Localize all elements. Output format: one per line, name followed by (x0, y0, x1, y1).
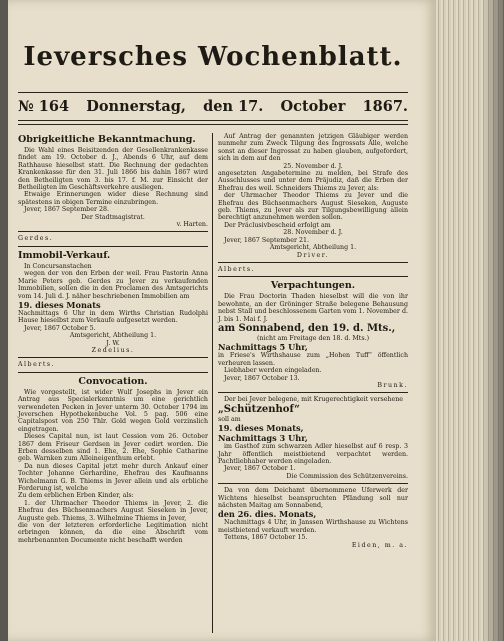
notice-authority: Amtsgericht, Abtheilung 1. (269, 244, 357, 252)
notice-body: die von der letzteren erforderliche Legitimation nicht erbringen können, da die eine Abschrift vom mehrbenannten Documente nicht beschafft werden (18, 522, 208, 544)
notice-body: Auf Antrag der genannten jetzigen Gläubiger werden nunmehr zum Zweck Tilgung des Ingrossats Alle, welche sonst an dieser Ingrossat zu haben glauben, aufgefordert, sich in dem auf den (218, 133, 408, 163)
notice-signature: Eiden, m. a. (351, 541, 408, 549)
notice-heading: Immobil-Verkauf. (18, 249, 111, 261)
issue-rule-bottom (18, 124, 408, 125)
notice-place-date: Tettens, 1867 October 15. (224, 534, 308, 542)
notice-body: Dieses Capital nun, ist laut Cession vom 26. October 1867 dem Friseur Gerdsen in Jever cedirt worden. Die Erben desselben sind 1. Ehe, 2. Ehe, Sophie Catharine geb. Warnken zum Alleineigenthum erlebt. (18, 433, 208, 463)
right-column (218, 133, 408, 549)
notice-heading: Convocation. (78, 375, 148, 387)
notice-body: im Gasthof zum schwarzen Adler hieselbst auf 6 resp. 3 Jahr öffentlich meistbietend verpachtet werden. Pachtliebhaber werden eingeladen. (218, 443, 408, 465)
notice-heading: Verpachtungen. (270, 280, 356, 292)
notice-body: wegen der von den Erben der weil. Frau Pastorin Anna Marie Peters geb. Gerdes zu Jever zu verkaufenden Immobilien, sollen die in den Proclamen des Amtsgerichts vom 14. Juli d. J. näher beschriebenen Immobilien am (18, 270, 208, 300)
notice-signature: Die Commission des Schützenvereins. (286, 472, 408, 480)
notice-place-date: Jever, 1867 October 5. (24, 324, 96, 332)
issue-line (18, 98, 408, 115)
notice-body: Da von dem Deichamt übernommene Uferwerk der Wichtens hieselbst beanspruchten Pfändung soll nur nächsten Maitag am Sonnabend, (218, 487, 408, 510)
notice-date: den 26. dies. Monats, (218, 509, 317, 520)
notice-prefix: soll am (218, 415, 241, 423)
notice-date: 25. November d. J. (283, 162, 343, 170)
notice-body: Liebhaber werden eingeladen. (224, 367, 322, 375)
newspaper-title: Ieversches Wochenblatt. (23, 42, 403, 72)
notice-body: Nachmittags 4 Uhr, in Janssen Wirthshause zu Wichtens meistbietend verkauft werden. (218, 519, 408, 534)
notice-name: „Schützenhof“ (218, 403, 300, 415)
notice-place-date: Jever, 1867 October 13. (224, 374, 300, 382)
notice-date: 19. dieses Monats, (218, 423, 304, 434)
issue-weekday: Donnerstag, (86, 98, 186, 115)
notice-body: Zu dem erblichen Erben Kinder, als: (18, 492, 134, 500)
separator (218, 392, 408, 393)
notice-authority: Amtsgericht, Abtheilung 1. (69, 332, 157, 340)
issue-number: № 164 (18, 98, 70, 115)
notice-body: Die Frau Doctorin Thaden hieselbst will die von ihr bewohnte, an der Gröninger Straße belegene Behausung nebst Stall und beschlossenem Garten vom 1. November d. J. bis 1. Mai f. J. (218, 293, 408, 323)
notice-heading: Obrigkeitliche Bekanntmachung. (18, 134, 196, 145)
notice-body: in Friese's Wirthshause zum „Hohen Tuff“ öffentlich verheuren lassen. (218, 352, 408, 367)
issue-month: October (280, 98, 346, 115)
book-page-edges (436, 0, 504, 641)
notice-body: Wie vorgestellt, ist wider Wulf Josephs in Jever ein Antrag aus Specialerkenntnis um eine gerichtlich verwendeten Pecken in Jever unterm 30. October 1794 im Jeverschen Hypothekenbuche Vol. 5 pag. 506 eine Capitalspost von 250 Thlr. Gold wegen Gold verzinslich eingetragen. (18, 388, 208, 433)
notice-date: 28. November d. J. (283, 229, 343, 237)
notice-list: der Uhrmacher Theodor Thiems zu Jever und die Ehefrau des Büchsenmachers August Sieseken, Auguste geb. Thiems, zu Jever als zur Tilgungsbewilligung allein berechtigt anzunehmen werden sollen. (218, 192, 408, 222)
notice-time: Nachmittags 5 Uhr, (218, 342, 308, 353)
notice-date: am Sonnabend, den 19. d. Mts., (218, 322, 396, 334)
notice-signature: Zedelius. (91, 346, 135, 354)
notice-intro: In Concursanstachen (24, 262, 92, 270)
clerk-signature: Gerdes. (18, 235, 54, 243)
notice-signature: Brunk. (377, 381, 408, 389)
issue-date-prefix: den 17. (203, 98, 264, 115)
notice-intro: Der bei Jever belegene, mit Krugerechtigkeit versehene (224, 396, 403, 404)
notice-place-date: Jever, 1867 September 21. (224, 236, 309, 244)
notice-signature: v. Harten. (176, 221, 208, 229)
clerk-signature: Alberts. (218, 265, 256, 273)
left-column (18, 133, 208, 544)
notice-list: 1. der Uhrmacher Theodor Thiems in Jever, 2. die Ehefrau des Büchsenmachers August Sieseken in Jever, Auguste geb. Thiems, 3. Wilhelmine Thiems in Jever, (18, 499, 208, 522)
notice-signature: J. W. (106, 339, 120, 347)
separator (18, 357, 208, 358)
notice-body: Etwaige Erinnerungen wider diese Rechnung sind spätestens in obigen Termine einzubringen. (18, 191, 208, 206)
notice-place-date: Jever, 1867 September 28. (24, 206, 109, 214)
notice-authority: Der Stadtmagistrat. (81, 213, 145, 221)
title-rule (18, 92, 408, 93)
separator (18, 231, 208, 232)
separator (218, 483, 408, 484)
separator (218, 276, 408, 277)
separator (18, 372, 208, 373)
column-divider (212, 133, 213, 633)
notice-place-date: Jever, 1867 October 1. (224, 465, 296, 473)
notice-body: Die Wahl eines Beisitzenden der Gesellenkrankenkasse findet am 19. October d. J., Abends 6 Uhr, auf dem Rathhause hieselbst statt. Die Rechnung der gedachten Krankenkasse für den 31. Juli 1866 bis dahin 1867 wird den Betheiligten vom 3. bis 17. f. M. zur Einsicht der Betheiligten im Geschäftsverkehre ausliegen. (18, 147, 208, 192)
separator (18, 246, 208, 247)
notice-time: Nachmittags 3 Uhr, (218, 433, 308, 444)
notice-note: (nicht am Freitage den 18. d. Mts.) (256, 334, 370, 342)
notice-body: Da nun dieses Capital jetzt mehr durch Ankauf einer Tochter Johanne Gerhardine, Ehefrau des Kaufmanns Wichelmann G. B. Thiems in Jever allein und als erbliche Forderung ist, welche (18, 462, 208, 493)
notice-date: 19. dieses Monats (18, 299, 101, 310)
separator (218, 262, 408, 263)
issue-year: 1867. (362, 98, 408, 115)
notice-body: Nachmittags 6 Uhr in dem Wirths Christian Rudolphi Hause hieselbst zum Verkaufe aufgesetzt werden. (18, 309, 208, 325)
notice-signature: Driver. (296, 251, 330, 259)
notice-body: angesetzten Angabetermine zu melden, bei Strafe des Ausschlusses und unter dem Präjudiz, daß die Erben der Ehefrau des weil. Schneiders Thiems zu Jever, als: (218, 170, 408, 192)
notice-body: Der Präclusivbescheid erfolgt am (224, 221, 331, 229)
issue-rule-top (18, 120, 408, 121)
clerk-signature: Alberts. (18, 361, 56, 369)
